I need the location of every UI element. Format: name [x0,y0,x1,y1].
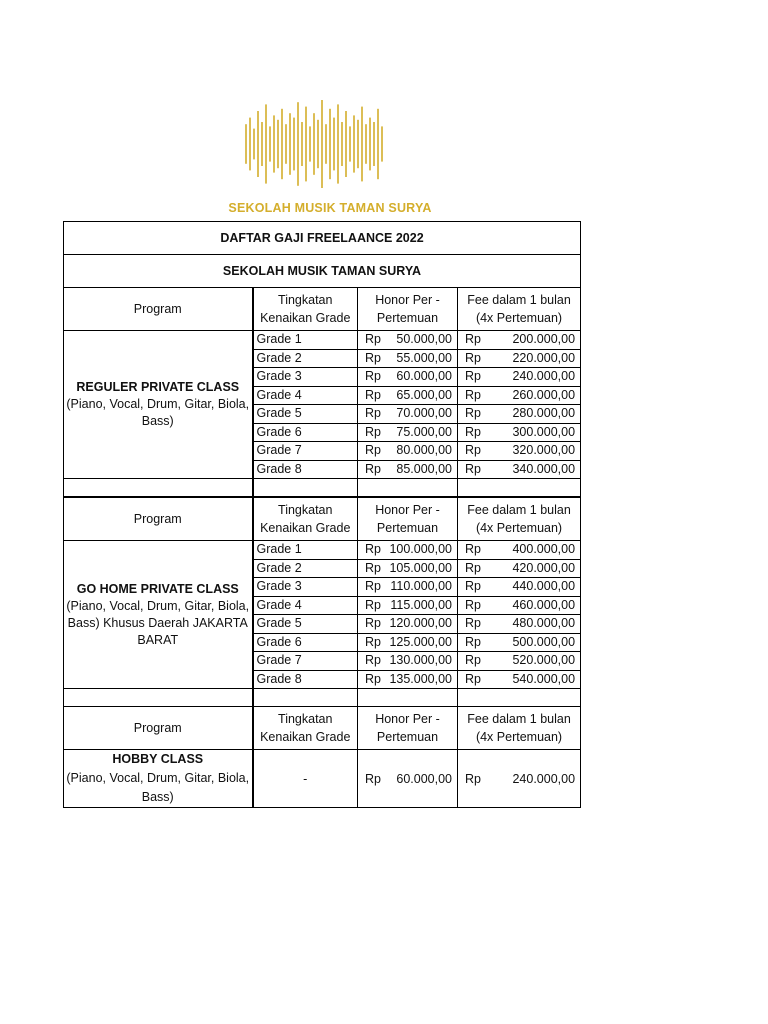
program-cell [64,541,253,689]
fee-cell [458,423,581,442]
honor-value: 105.000,00 [389,560,452,575]
grade-cell: - [253,750,358,808]
logo-bar [293,118,295,171]
fee-cell [458,460,581,479]
honor-cell [358,405,458,424]
header-grade: Tingkatan Kenaikan Grade [253,288,358,331]
logo-bar [353,115,355,172]
logo-bar [341,122,343,166]
logo-bar [317,120,319,168]
grade-cell: Grade 6 [253,633,358,652]
logo-bar [261,122,263,166]
logo-bar [357,120,359,168]
currency-label: Rp [465,653,481,668]
currency-label: Rp [465,771,481,786]
header-program: Program [64,497,253,541]
honor-value: 60.000,00 [396,771,452,786]
currency-label: Rp [365,424,381,439]
currency-label: Rp [465,579,481,594]
honor-cell [358,578,458,597]
column-header-row [64,707,581,750]
currency-label: Rp [365,771,381,786]
currency-label: Rp [365,443,381,458]
honor-value: 125.000,00 [389,634,452,649]
honor-cell [358,460,458,479]
currency-label: Rp [365,350,381,365]
fee-cell [458,633,581,652]
logo-bar [349,126,351,161]
currency-label: Rp [365,369,381,384]
column-header-row [64,497,581,541]
currency-label: Rp [365,671,381,686]
logo-bar [305,107,307,182]
grade-cell: Grade 5 [253,615,358,634]
header-honor: Honor Per - Pertemuan [358,497,458,541]
grade-cell: Grade 8 [253,670,358,689]
grade-cell: Grade 4 [253,596,358,615]
currency-label: Rp [465,443,481,458]
logo-bar [277,120,279,168]
program-cell [64,331,253,479]
logo-bar [365,124,367,164]
honor-cell [358,386,458,405]
honor-cell [358,633,458,652]
honor-cell [358,596,458,615]
honor-cell [358,670,458,689]
logo-bar [381,126,383,161]
logo-bar [313,113,315,175]
currency-label: Rp [365,560,381,575]
header-honor: Honor Per - Pertemuan [358,288,458,331]
logo-bar [249,118,251,171]
grade-cell: Grade 1 [253,541,358,560]
table-row [64,750,581,808]
fee-value: 420.000,00 [512,560,576,575]
school-logo [200,98,460,216]
program-name: REGULER PRIVATE CLASS [76,380,240,394]
fee-cell [458,541,581,560]
fee-cell [458,386,581,405]
honor-value: 100.000,00 [389,542,452,557]
fee-cell [458,405,581,424]
logo-bar [325,124,327,164]
currency-label: Rp [365,461,381,476]
honor-cell [358,615,458,634]
logo-bar [285,124,287,164]
honor-value: 120.000,00 [389,616,452,631]
header-program: Program [64,288,253,331]
table-subtitle: SEKOLAH MUSIK TAMAN SURYA [64,255,581,288]
grade-cell: Grade 7 [253,652,358,671]
table-title: DAFTAR GAJI FREELAANCE 2022 [64,222,581,255]
logo-bar [337,104,339,183]
grade-cell: Grade 3 [253,368,358,387]
logo-bar [309,126,311,161]
header-program: Program [64,707,253,750]
fee-cell [458,652,581,671]
currency-label: Rp [465,616,481,631]
honor-value: 65.000,00 [396,387,452,402]
header-fee: Fee dalam 1 bulan (4x Pertemuan) [458,497,581,541]
logo-bar [257,111,259,177]
logo-bar [273,115,275,172]
grade-cell: Grade 3 [253,578,358,597]
program-detail: (Piano, Vocal, Drum, Gitar, Biola, Bass) [66,771,250,804]
honor-cell [358,750,458,808]
currency-label: Rp [365,387,381,402]
table-row [64,541,581,560]
fee-value: 520.000,00 [512,653,576,668]
currency-label: Rp [465,387,481,402]
logo-bar [329,109,331,179]
logo-text: SEKOLAH MUSIK TAMAN SURYA [228,201,432,215]
fee-value: 260.000,00 [512,387,576,402]
honor-value: 60.000,00 [396,369,452,384]
currency-label: Rp [465,671,481,686]
logo-bar [265,104,267,183]
header-fee: Fee dalam 1 bulan (4x Pertemuan) [458,707,581,750]
currency-label: Rp [465,560,481,575]
fee-value: 500.000,00 [512,634,576,649]
fee-value: 400.000,00 [512,542,576,557]
salary-table [63,221,580,808]
grade-cell: Grade 6 [253,423,358,442]
currency-label: Rp [365,597,381,612]
logo-bar [301,122,303,166]
currency-label: Rp [365,653,381,668]
grade-cell: Grade 2 [253,559,358,578]
spacer-row [64,689,581,707]
honor-value: 110.000,00 [390,579,452,594]
honor-cell [358,368,458,387]
program-name: GO HOME PRIVATE CLASS [76,581,239,596]
honor-value: 75.000,00 [396,424,452,439]
logo-bar [253,129,255,160]
fee-value: 300.000,00 [512,424,576,439]
currency-label: Rp [365,634,381,649]
currency-label: Rp [365,579,381,594]
fee-cell [458,615,581,634]
currency-label: Rp [465,424,481,439]
fee-value: 200.000,00 [512,332,576,347]
honor-cell [358,349,458,368]
logo-bar [297,102,299,186]
fee-cell [458,578,581,597]
honor-value: 115.000,00 [390,597,452,612]
honor-cell [358,442,458,461]
honor-cell [358,541,458,560]
currency-label: Rp [465,542,481,557]
header-fee: Fee dalam 1 bulan (4x Pertemuan) [458,288,581,331]
grade-cell: Grade 8 [253,460,358,479]
fee-cell [458,368,581,387]
currency-label: Rp [465,597,481,612]
column-header-row [64,288,581,331]
header-grade: Tingkatan Kenaikan Grade [253,707,358,750]
honor-cell [358,423,458,442]
currency-label: Rp [465,332,481,347]
fee-value: 340.000,00 [512,461,576,476]
fee-value: 280.000,00 [512,406,576,421]
fee-value: 240.000,00 [512,369,576,384]
fee-cell [458,596,581,615]
logo-bar [245,124,247,164]
honor-value: 55.000,00 [396,350,452,365]
currency-label: Rp [465,350,481,365]
honor-cell [358,652,458,671]
honor-value: 130.000,00 [389,653,452,668]
currency-label: Rp [365,332,381,347]
program-name: HOBBY CLASS [112,752,204,766]
logo-bar [321,100,323,188]
logo-bar [281,109,283,179]
fee-cell [458,559,581,578]
currency-label: Rp [465,461,481,476]
currency-label: Rp [465,406,481,421]
logo-bar [361,107,363,182]
spacer-row [64,479,581,498]
table-row [64,331,581,350]
fee-value: 320.000,00 [512,443,576,458]
logo-bar [373,122,375,166]
sound-wave-logo-icon [244,98,384,190]
grade-cell: Grade 5 [253,405,358,424]
program-detail: (Piano, Vocal, Drum, Gitar, Biola, Bass) [66,397,250,428]
currency-label: Rp [365,542,381,557]
honor-cell [358,559,458,578]
honor-value: 80.000,00 [396,443,452,458]
honor-value: 50.000,00 [396,332,452,347]
fee-value: 220.000,00 [512,350,576,365]
fee-cell [458,349,581,368]
header-honor: Honor Per - Pertemuan [358,707,458,750]
currency-label: Rp [465,369,481,384]
logo-bar [289,113,291,175]
grade-cell: Grade 7 [253,442,358,461]
fee-value: 540.000,00 [512,671,576,686]
grade-cell: Grade 2 [253,349,358,368]
logo-bar [345,111,347,177]
grade-cell: Grade 1 [253,331,358,350]
fee-cell [458,442,581,461]
fee-value: 460.000,00 [512,597,576,612]
fee-value: 480.000,00 [512,616,576,631]
program-cell [64,750,253,808]
fee-cell [458,331,581,350]
logo-bar [269,126,271,161]
grade-cell: Grade 4 [253,386,358,405]
honor-cell [358,331,458,350]
currency-label: Rp [465,634,481,649]
fee-cell [458,670,581,689]
logo-bar [377,109,379,179]
logo-bar [369,118,371,171]
fee-value: 440.000,00 [512,579,576,594]
header-grade: Tingkatan Kenaikan Grade [253,497,358,541]
honor-value: 135.000,00 [389,671,452,686]
fee-cell [458,750,581,808]
fee-value: 240.000,00 [512,771,576,786]
currency-label: Rp [365,616,381,631]
logo-bar [333,118,335,171]
currency-label: Rp [365,406,381,421]
program-detail: (Piano, Vocal, Drum, Gitar, Biola, Bass) Khusus Daerah JAKARTA BARAT [66,598,250,647]
honor-value: 85.000,00 [396,461,452,476]
honor-value: 70.000,00 [396,406,452,421]
